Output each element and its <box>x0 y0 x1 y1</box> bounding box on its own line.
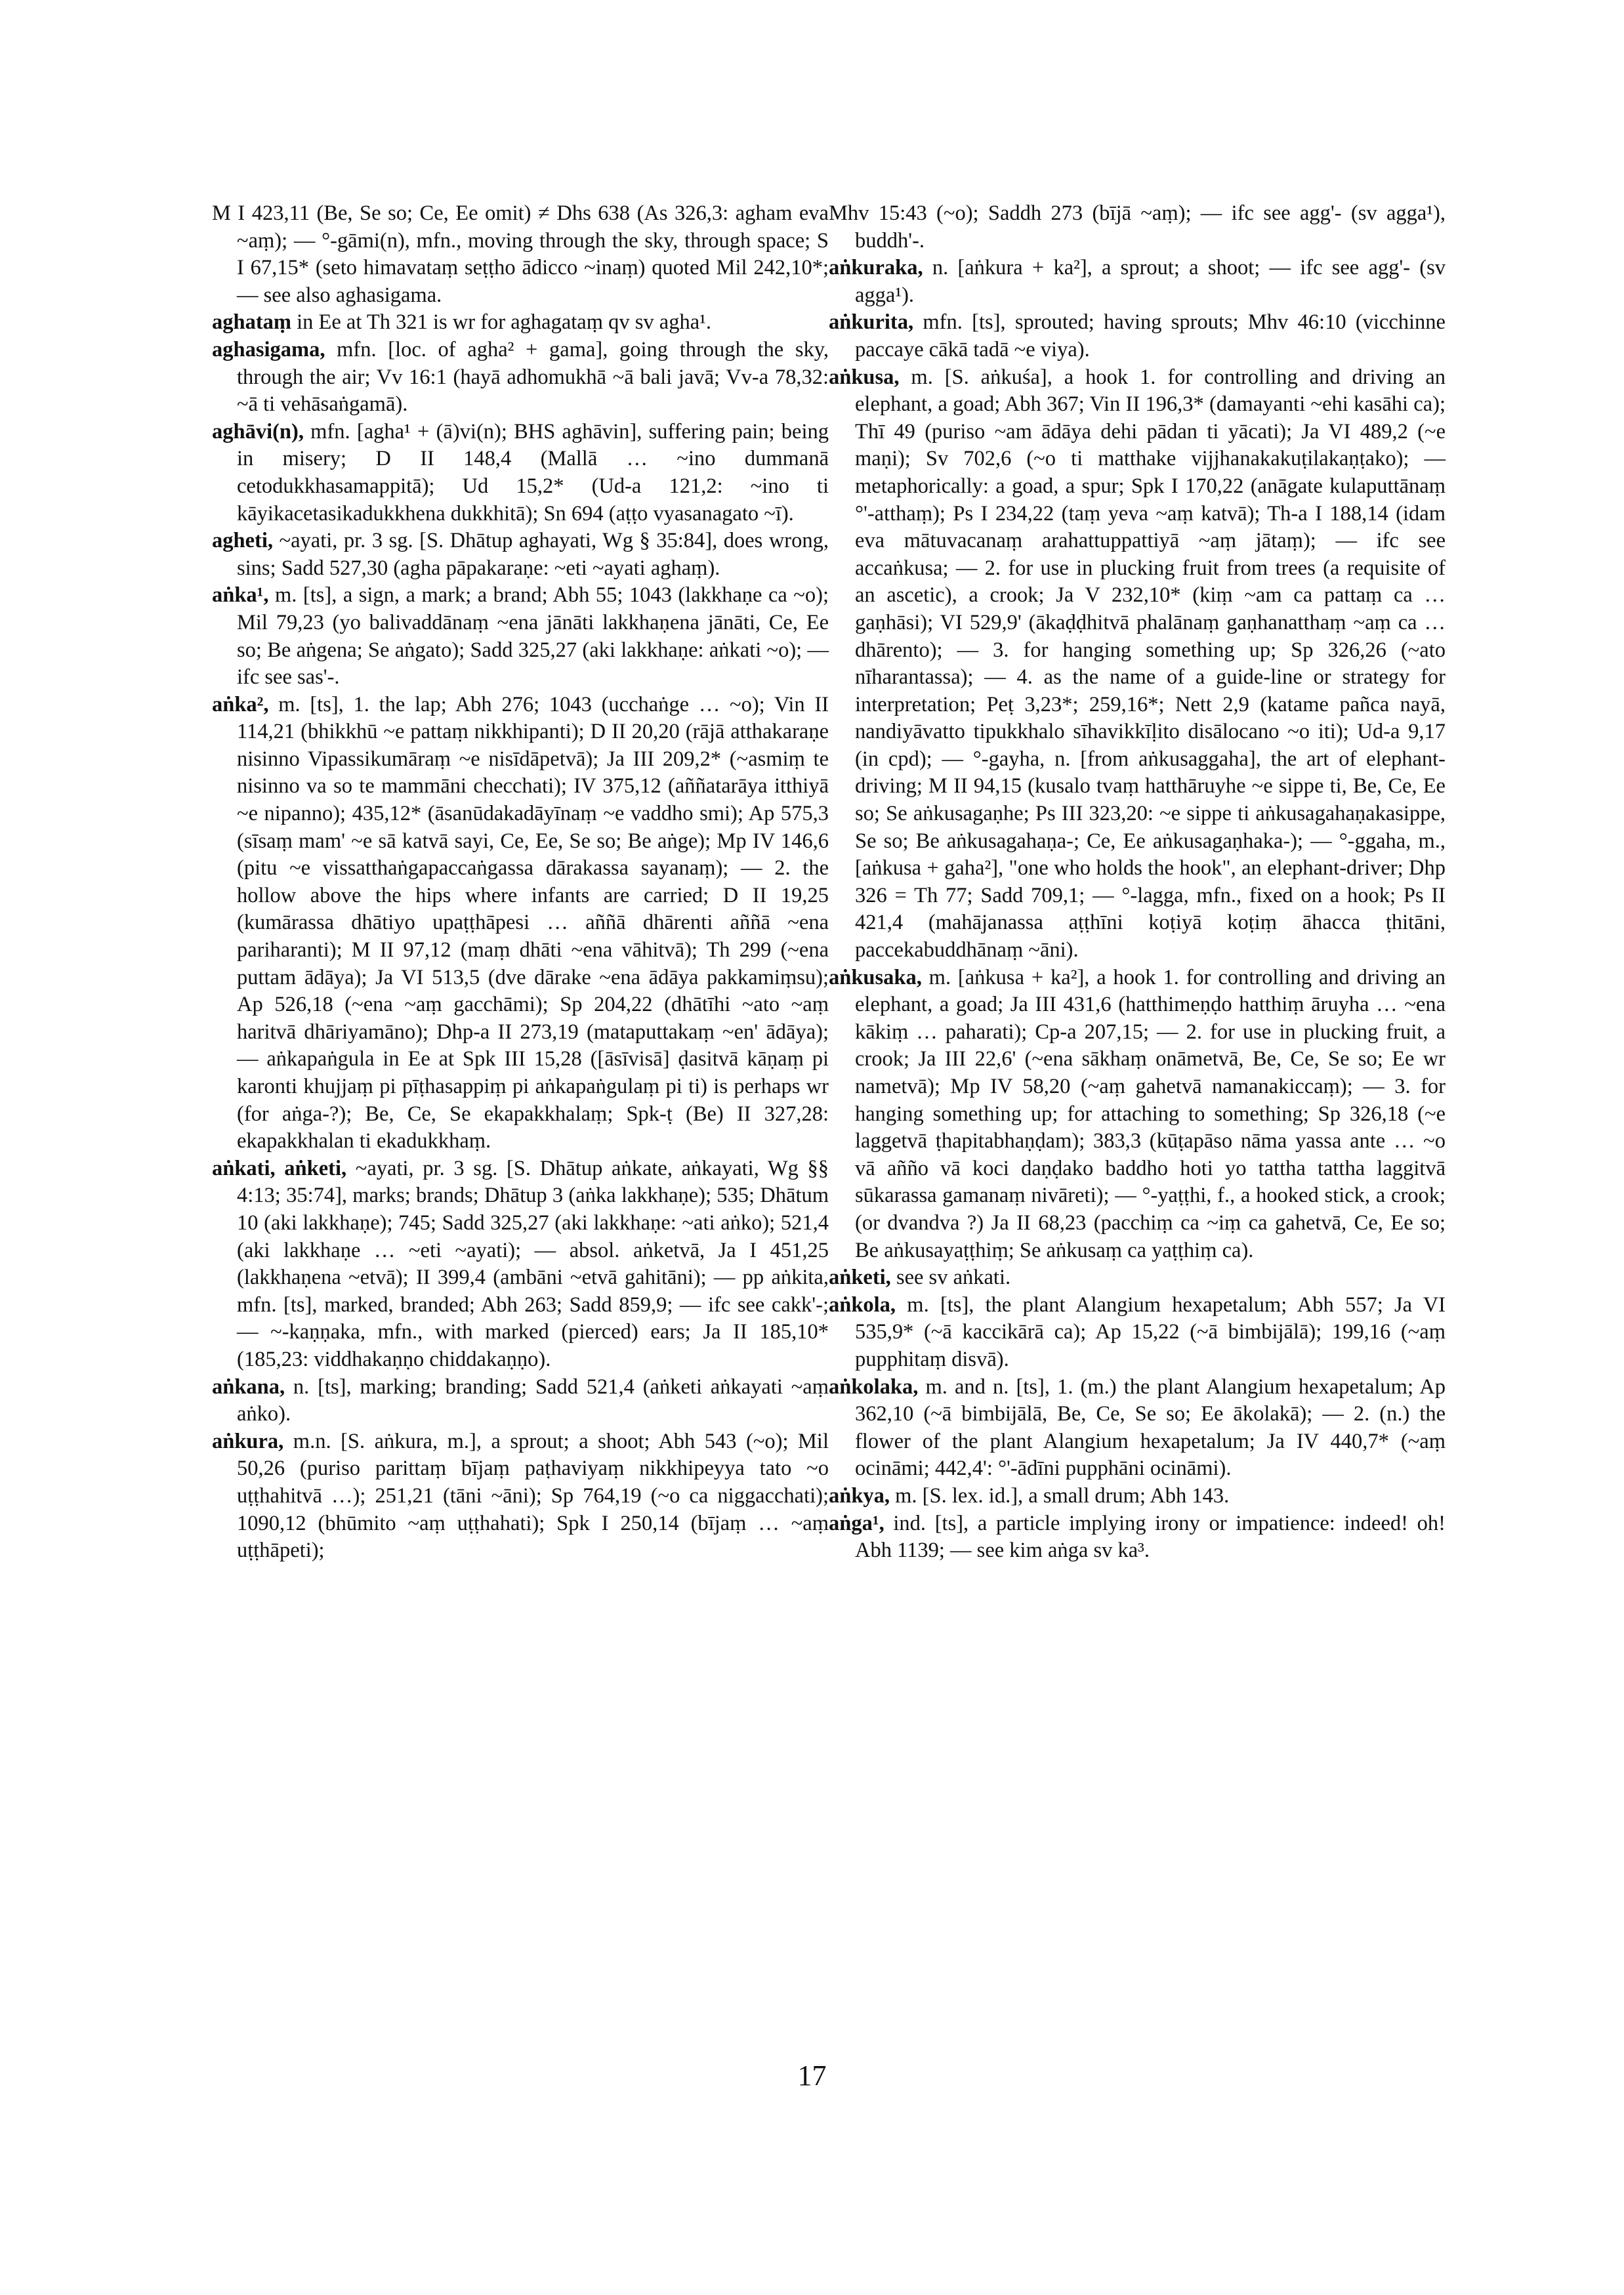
headword: aṅkola, <box>829 1292 896 1317</box>
dictionary-entry <box>829 1510 1446 1565</box>
headword: aṅketi, <box>829 1266 891 1290</box>
headword: aṅkusa, <box>829 365 900 389</box>
page-number: 17 <box>797 2059 827 2092</box>
entry-text: in Ee at Th 321 is wr for aghagataṃ qv sv agha¹. <box>291 310 712 335</box>
entry-text: m. [ts], 1. the lap; Abh 276; 1043 (ucchaṅge … ~o); Vin II 114,21 (bhikkhū ~e pattaṃ nikkhipanti); D II 20,20 (rājā atthakaraṇe nisinno Vipassikumāraṃ ~e nisīdāpetvā); Ja III 209,2* (~asmiṃ te nisinno va so te mammāni checchati); IV 375,12 (aññatarāya itthiyā ~e nipanno); 435,12* (āsanūdakadāyīnaṃ ~e vaddho smi); Ap 575,3 (sīsaṃ mam' ~e sā katvā sayi, Ce, Ee, Se so; Be aṅge); Mp IV 146,6 (pitu ~e vissatthaṅgapaccaṅgassa dārakassa sayanaṃ); — 2. the hollow above the hips where infants are carried; D II 19,25 (kumārassa dhātiyo upaṭṭhāpesi … aññā dhārenti aññā ~ena pariharanti); M II 97,12 (maṃ dhāti ~ena vāhitvā); Th 299 (~ena puttam ādāya); Ja VI 513,5 (dve dārake ~ena ādāya pakkamiṃsu); Ap 526,18 (~ena ~aṃ gacchāmi); Sp 204,22 (dhātīhi ~ato ~aṃ haritvā dhāriyamāno); Dhp-a II 273,19 (mataputtakaṃ ~en' ādāya); — aṅkapaṅgula in Ee at Spk III 15,28 ([āsīvisā] ḍasitvā kāṇaṃ pi karonti khujjaṃ pi pīṭhasappiṃ pi aṅkapaṅgulaṃ pi ti) is perhaps wr (for aṅga-?); Be, Ce, Se ekapakkhalaṃ; Spk-ṭ (Be) II 327,28: ekapakkhalan ti ekadukkhaṃ. <box>237 692 829 1153</box>
headword: aghataṃ <box>212 310 291 335</box>
entry-text: m. [S. lex. id.], a small drum; Abh 143. <box>890 1483 1230 1508</box>
headword: aṅkolaka, <box>829 1375 919 1399</box>
headword: aṅga¹, <box>829 1511 885 1535</box>
entry-text: ind. [ts], a particle implying irony or impatience: indeed! oh! Abh 1139; — see kim aṅga sv ka³. <box>855 1511 1446 1563</box>
headword: aghasigama, <box>212 337 325 362</box>
headword: agheti, <box>212 529 273 553</box>
dictionary-entry <box>829 200 1446 255</box>
dictionary-entry <box>829 364 1446 964</box>
dictionary-entry <box>212 582 829 691</box>
headword: aṅkana, <box>212 1375 285 1399</box>
headword: aṅka², <box>212 692 269 716</box>
dictionary-entry <box>212 309 829 337</box>
dictionary-entry <box>829 255 1446 309</box>
dictionary-entry <box>212 1155 829 1374</box>
entry-text: M I 423,11 (Be, Se so; Ce, Ee omit) ≠ Dhs 638 (As 326,3: agham eva ~aṃ); — °-gāmi(n), mfn., moving through the sky, through space; S I 67,15* (seto himavataṃ seṭṭho ādicco ~inaṃ) quoted Mil 242,10*; — see also aghasigama. <box>212 201 829 307</box>
headword: aṅkati, aṅketi, <box>212 1156 347 1180</box>
dictionary-entry <box>829 309 1446 363</box>
entry-text: m. [ts], a sign, a mark; a brand; Abh 55; 1043 (lakkhaṇe ca ~o); Mil 79,23 (yo balivaddānaṃ ~ena jānāti lakkhaṇena jānāti, Ce, Ee so; Be aṅgena; Se aṅgato); Sadd 325,27 (aki lakkhaṇe: aṅkati ~o); — ifc see sas'-. <box>237 583 829 690</box>
entry-text: mfn. [agha¹ + (ā)vi(n); BHS aghāvin], suffering pain; being in misery; D II 148,4 (Mallā … ~ino dummanā cetodukkhasamappitā); Ud 15,2* (Ud-a 121,2: ~ino ti kāyikacetasikadukkhena dukkhitā); Sn 694 (aṭṭo vyasanagato ~ī). <box>237 419 829 526</box>
headword: aṅkuraka, <box>829 256 923 280</box>
entry-text: m. [aṅkusa + ka²], a hook 1. for controlling and driving an elephant, a goad; Ja III 431,6 (hatthimeṇḍo hatthiṃ āruyha … ~ena kākiṃ … paharati); Cp-a 207,15; — 2. for use in plucking fruit, a crook; Ja III 22,6' (~ena sākhaṃ onāmetvā, Be, Ce, Se so; Ee wr nametvā); Mp IV 58,20 (~aṃ gahetvā namanakiccaṃ); — 3. for hanging something up; for attaching to something; Sp 326,18 (~e laggetvā ṭhapitabhaṇḍam); 383,3 (kūṭapāso nāma yassa ante … ~o vā añño vā koci daṇḍako baddho hoti yo tattha tattha laggitvā sūkarassa gamanaṃ nivāreti); — °-yaṭṭhi, f., a hooked stick, a crook; (or dvandva ?) Ja II 68,23 (pacchiṃ ca ~iṃ ca gahetvā, Ce, Ee so; Be aṅkusayaṭṭhiṃ; Se aṅkusaṃ ca yaṭṭhiṃ ca). <box>855 965 1446 1262</box>
dictionary-entry <box>212 200 829 309</box>
dictionary-entry <box>829 1292 1446 1374</box>
entry-text: mfn. [ts], sprouted; having sprouts; Mhv 46:10 (vicchinne paccaye cākā tadā ~e viya). <box>855 310 1446 362</box>
dictionary-entry <box>829 964 1446 1265</box>
headword: aṅkya, <box>829 1483 890 1508</box>
dictionary-entry <box>212 419 829 527</box>
entry-text: m. and n. [ts], 1. (m.) the plant Alangium hexapetalum; Ap 362,10 (~ā bimbijālā, Be, Ce, Se so; Ee ākolakā); — 2. (n.) the flower of the plant Alangium hexapetalum; Ja IV 440,7* (~aṃ ocināmi; 442,4': °'-ādīni pupphāni ocināmi). <box>855 1375 1446 1481</box>
entry-text: ~ayati, pr. 3 sg. [S. Dhātup aghayati, Wg § 35:84], does wrong, sins; Sadd 527,30 (agha pāpakaraṇe: ~eti ~ayati aghaṃ). <box>237 529 829 580</box>
entry-text: m. [S. aṅkuśa], a hook 1. for controlling and driving an elephant, a goad; Abh 367; Vin II 196,3* (damayanti ~ehi kasāhi ca); Thī 49 (puriso ~am ādāya dehi pādan ti yācati); Ja VI 489,2 (~e maṇi); Sv 702,6 (~o ti matthake vijjhanakakuṭilakaṇṭako); — metaphorically: a goad, a spur; Spk I 170,22 (anāgate kulaputtānaṃ °'-atthaṃ); Ps I 234,22 (taṃ yeva ~aṃ katvā); Th-a I 188,14 (idam eva mātuvacanaṃ arahattuppattiyā ~aṃ jātaṃ); — ifc see accaṅkusa; — 2. for use in plucking fruit from trees (a requisite of an ascetic), a crook; Ja V 232,10* (kiṃ ~am ca pattaṃ ca … gaṇhāsi); VI 529,9' (ākaḍḍhitvā phalānaṃ gaṇhanatthaṃ ~aṃ ca … dhārento); — 3. for hanging something up; Sp 326,26 (~ato nīharantassa); — 4. as the name of a guide-line or strategy for interpretation; Peṭ 3,23*; 259,16*; Nett 2,9 (katame pañca nayā, nandiyāvatto tipukkhalo sīhavikkīḷito disālocano ~o iti); Ud-a 9,17 (in cpd); — °-gayha, n. [from aṅkusaggaha], the art of elephant-driving; M II 94,15 (kusalo tvaṃ hatthāruyhe ~e sippe ti, Be, Ce, Ee so; Se aṅkusagaṇhe; Ps III 323,20: ~e sippe ti aṅkusagahaṇakasippe, Se so; Be aṅkusagahaṇa-; Ce, Ee aṅkusagaṇhaka-); — °-ggaha, m., [aṅkusa + gaha²], "one who holds the hook", an elephant-driver; Dhp 326 = Th 77; Sadd 709,1; — °-lagga, mfn., fixed on a hook; Ps II 421,4 (mahājanassa aṭṭhīni koṭiyā koṭiṃ āhacca ṭhitāni, paccekabuddhānaṃ ~āni). <box>855 365 1446 962</box>
entry-text: see sv aṅkati. <box>890 1266 1011 1290</box>
entry-text: m.n. [S. aṅkura, m.], a sprout; a shoot; Abh 543 (~o); Mil 50,26 (puriso parittaṃ bījaṃ paṭhaviyaṃ nikkhipeyya tato ~o uṭṭhahitvā …); 251,21 (tāni ~āni); Sp 764,19 (~o ca niggacchati); 1090,12 (bhūmito ~aṃ uṭṭhahati); Spk I 250,14 (bījaṃ … ~aṃ uṭṭhāpeti); <box>237 1429 829 1563</box>
entry-text: mfn. [loc. of agha² + gama], going through the sky, through the air; Vv 16:1 (hayā adhomukhā ~ā bali javā; Vv-a 78,32: ~ā ti vehāsaṅgamā). <box>237 337 829 417</box>
dictionary-entry <box>829 1374 1446 1483</box>
headword: aṅkurita, <box>829 310 914 335</box>
dictionary-entry <box>212 337 829 419</box>
dictionary-entry <box>212 527 829 582</box>
entry-text: n. [ts], marking; branding; Sadd 521,4 (aṅketi aṅkayati ~aṃ aṅko). <box>237 1375 829 1426</box>
right-column <box>829 200 1446 1565</box>
entry-text: n. [aṅkura + ka²], a sprout; a shoot; — ifc see agg'- (sv agga¹). <box>855 256 1446 307</box>
left-column <box>212 200 829 1565</box>
dictionary-entry <box>829 1483 1446 1510</box>
entry-text: Mhv 15:43 (~o); Saddh 273 (bījā ~aṃ); — ifc see agg'- (sv agga¹), buddh'-. <box>829 201 1446 253</box>
dictionary-entry <box>829 1264 1446 1292</box>
dictionary-entry <box>212 1374 829 1428</box>
headword: aṅkusaka, <box>829 965 922 989</box>
headword: aṅka¹, <box>212 583 269 608</box>
headword: aghāvi(n), <box>212 419 304 444</box>
headword: aṅkura, <box>212 1429 284 1453</box>
entry-text: m. [ts], the plant Alangium hexapetalum; Abh 557; Ja VI 535,9* (~ā kaccikārā ca); Ap 15,22 (~ā bimbijālā); 199,16 (~aṃ pupphitaṃ disvā). <box>855 1292 1446 1371</box>
entry-text: ~ayati, pr. 3 sg. [S. Dhātup aṅkate, aṅkayati, Wg §§ 4:13; 35:74], marks; brands; Dhātup 3 (aṅka lakkhaṇe); 535; Dhātum 10 (aki lakkhaṇe); 745; Sadd 325,27 (aki lakkhaṇe: ~ati aṅko); 521,4 (aki lakkhaṇe … ~eti ~ayati); — absol. aṅketvā, Ja I 451,25 (lakkhaṇena ~etvā); II 399,4 (ambāni ~etvā gahitāni); — pp aṅkita, mfn. [ts], marked, branded; Abh 263; Sadd 859,9; — ifc see cakk'-; — ~-kaṇṇaka, mfn., with marked (pierced) ears; Ja II 185,10* (185,23: viddhakaṇṇo chiddakaṇṇo). <box>237 1156 829 1371</box>
dictionary-entry <box>212 1428 829 1565</box>
dictionary-entry <box>212 692 829 1155</box>
